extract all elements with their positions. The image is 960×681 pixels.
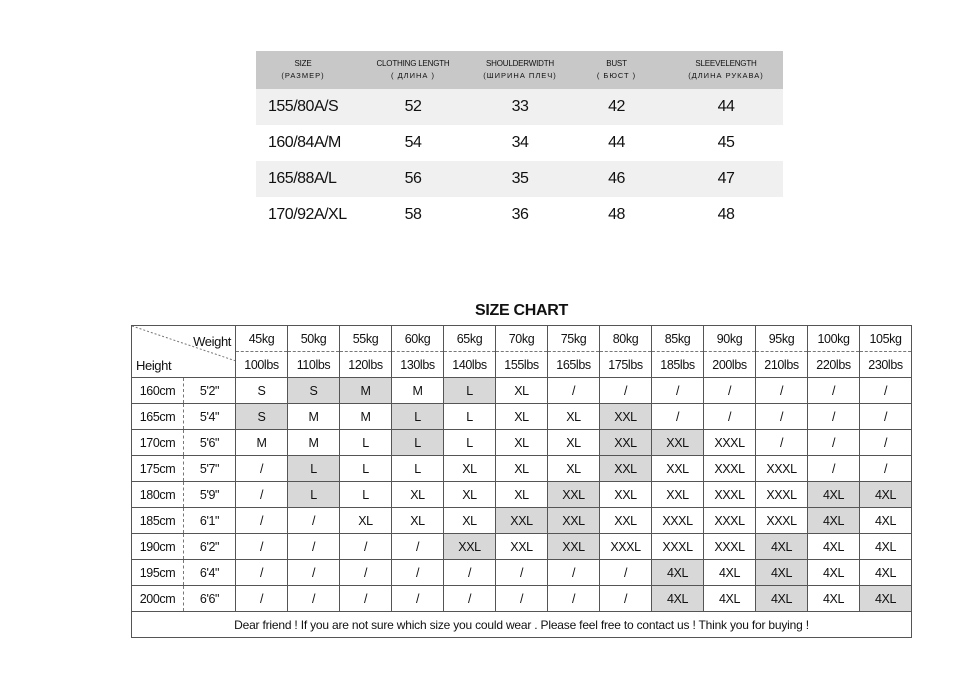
size-cell: XXXL xyxy=(704,482,756,508)
height-ft-cell: 5'9" xyxy=(184,482,236,508)
size-cell: M xyxy=(288,404,340,430)
size-cell: XXXL xyxy=(756,456,808,482)
size-cell: S xyxy=(236,404,288,430)
size-cell: 4XL xyxy=(808,560,860,586)
size-cell: / xyxy=(860,430,912,456)
size-cell: / xyxy=(392,534,444,560)
size-cell: 160/84A/M xyxy=(256,125,350,161)
measurement-row xyxy=(256,197,783,233)
size-cell: XXXL xyxy=(704,456,756,482)
measurement-row xyxy=(256,89,783,125)
size-cell: XXXL xyxy=(704,534,756,560)
height-cm-cell: 195cm xyxy=(132,560,184,586)
size-cell: / xyxy=(236,560,288,586)
height-cm-cell: 190cm xyxy=(132,534,184,560)
size-cell: / xyxy=(548,586,600,612)
size-cell: XL xyxy=(496,378,548,404)
header-clothing-length: CLOTHING LENGTH ( ДЛИНА ) xyxy=(350,51,476,89)
size-cell: L xyxy=(392,430,444,456)
height-ft-cell: 6'2" xyxy=(184,534,236,560)
size-cell: 4XL xyxy=(860,482,912,508)
weight-lbs-cell: 230lbs xyxy=(860,352,912,378)
weight-kg-cell: 60kg xyxy=(392,326,444,352)
weight-kg-cell: 55kg xyxy=(340,326,392,352)
size-cell: XL xyxy=(444,508,496,534)
size-cell: M xyxy=(288,430,340,456)
size-cell: / xyxy=(756,430,808,456)
header-sleeve-length: SLEEVELENGTH (ДЛИНА РУКАВА) xyxy=(669,51,783,89)
size-cell: XXXL xyxy=(704,508,756,534)
size-cell: / xyxy=(236,508,288,534)
size-cell: 4XL xyxy=(756,534,808,560)
weight-kg-cell: 45kg xyxy=(236,326,288,352)
size-cell: / xyxy=(288,508,340,534)
measurement-cell: 47 xyxy=(669,161,783,197)
size-cell: / xyxy=(496,560,548,586)
size-cell: / xyxy=(340,586,392,612)
size-cell: XXL xyxy=(548,508,600,534)
size-cell: XL xyxy=(496,482,548,508)
size-cell: XL xyxy=(444,456,496,482)
size-cell: / xyxy=(808,456,860,482)
weight-lbs-cell: 165lbs xyxy=(548,352,600,378)
measurement-cell: 33 xyxy=(476,89,564,125)
weight-lbs-cell: 140lbs xyxy=(444,352,496,378)
weight-kg-cell: 50kg xyxy=(288,326,340,352)
size-cell: XXL xyxy=(652,430,704,456)
size-cell: / xyxy=(652,378,704,404)
height-ft-cell: 5'4" xyxy=(184,404,236,430)
size-cell: / xyxy=(704,378,756,404)
measurement-cell: 58 xyxy=(350,197,476,233)
weight-kg-cell: 100kg xyxy=(808,326,860,352)
measurement-cell: 44 xyxy=(669,89,783,125)
height-ft-cell: 5'2" xyxy=(184,378,236,404)
size-cell: XXL xyxy=(600,482,652,508)
weight-height-corner xyxy=(132,326,236,378)
size-cell: / xyxy=(704,404,756,430)
height-row xyxy=(132,534,912,560)
weight-lbs-cell: 210lbs xyxy=(756,352,808,378)
size-cell: / xyxy=(860,378,912,404)
weight-kg-cell: 65kg xyxy=(444,326,496,352)
size-cell: L xyxy=(340,482,392,508)
size-cell: / xyxy=(808,378,860,404)
height-cm-cell: 175cm xyxy=(132,456,184,482)
height-cm-cell: 160cm xyxy=(132,378,184,404)
size-cell: L xyxy=(392,456,444,482)
size-cell: / xyxy=(860,456,912,482)
size-cell: / xyxy=(444,586,496,612)
weight-lbs-cell: 175lbs xyxy=(600,352,652,378)
size-cell: / xyxy=(236,534,288,560)
footer-row xyxy=(132,612,912,638)
weight-lbs-cell: 185lbs xyxy=(652,352,704,378)
measurement-cell: 46 xyxy=(564,161,669,197)
size-cell: M xyxy=(392,378,444,404)
size-cell: 4XL xyxy=(860,586,912,612)
size-cell: 4XL xyxy=(860,560,912,586)
size-cell: / xyxy=(392,586,444,612)
size-cell: XXXL xyxy=(704,430,756,456)
size-cell: XL xyxy=(496,456,548,482)
size-cell: XXXL xyxy=(600,534,652,560)
weight-kg-cell: 70kg xyxy=(496,326,548,352)
size-cell: XXL xyxy=(548,482,600,508)
size-cell: XL xyxy=(548,404,600,430)
size-cell: M xyxy=(236,430,288,456)
weight-lbs-cell: 130lbs xyxy=(392,352,444,378)
size-cell: S xyxy=(236,378,288,404)
size-cell: / xyxy=(808,404,860,430)
size-cell: S xyxy=(288,378,340,404)
measurement-cell: 35 xyxy=(476,161,564,197)
height-row xyxy=(132,560,912,586)
size-cell: 170/92A/XL xyxy=(256,197,350,233)
height-label: Height xyxy=(136,358,172,373)
measurement-row xyxy=(256,125,783,161)
size-cell: 4XL xyxy=(860,534,912,560)
measurement-cell: 45 xyxy=(669,125,783,161)
size-chart-title: SIZE CHART xyxy=(474,302,568,319)
size-cell: 4XL xyxy=(808,482,860,508)
weight-kg-cell: 75kg xyxy=(548,326,600,352)
header-bust: BUST ( БЮСТ ) xyxy=(564,51,669,89)
size-cell: 4XL xyxy=(808,534,860,560)
measurement-table xyxy=(256,51,783,233)
size-cell: XL xyxy=(548,456,600,482)
measurement-cell: 34 xyxy=(476,125,564,161)
size-cell: / xyxy=(600,560,652,586)
size-cell: XXL xyxy=(600,508,652,534)
height-row xyxy=(132,378,912,404)
size-cell: / xyxy=(652,404,704,430)
size-cell: 4XL xyxy=(860,508,912,534)
size-cell: L xyxy=(340,456,392,482)
measurement-cell: 56 xyxy=(350,161,476,197)
size-cell: / xyxy=(496,586,548,612)
weight-kg-cell: 95kg xyxy=(756,326,808,352)
weight-lbs-row xyxy=(132,352,912,378)
size-cell: / xyxy=(236,586,288,612)
size-cell: XL xyxy=(340,508,392,534)
size-cell: / xyxy=(236,482,288,508)
size-cell: / xyxy=(340,560,392,586)
height-row xyxy=(132,508,912,534)
header-shoulder-width: SHOULDERWIDTH (ШИРИНА ПЛЕЧ) xyxy=(476,51,564,89)
size-cell: XL xyxy=(496,404,548,430)
size-cell: XXL xyxy=(652,456,704,482)
size-cell: M xyxy=(340,378,392,404)
size-cell: M xyxy=(340,404,392,430)
size-cell: / xyxy=(392,560,444,586)
size-cell: 4XL xyxy=(756,560,808,586)
size-cell: / xyxy=(288,560,340,586)
measurement-header-row xyxy=(256,51,783,89)
size-cell: / xyxy=(756,378,808,404)
measurement-row xyxy=(256,161,783,197)
size-cell: XXXL xyxy=(652,534,704,560)
size-cell: XXL xyxy=(600,430,652,456)
size-cell: L xyxy=(444,430,496,456)
size-cell: XXL xyxy=(600,456,652,482)
weight-lbs-cell: 120lbs xyxy=(340,352,392,378)
height-row xyxy=(132,586,912,612)
height-row xyxy=(132,404,912,430)
size-cell: 4XL xyxy=(704,586,756,612)
size-cell: L xyxy=(288,482,340,508)
weight-label: Weight xyxy=(193,334,231,349)
size-cell: XL xyxy=(392,482,444,508)
size-cell: XL xyxy=(548,430,600,456)
height-row xyxy=(132,456,912,482)
size-cell: L xyxy=(340,430,392,456)
height-cm-cell: 180cm xyxy=(132,482,184,508)
size-cell: XXXL xyxy=(756,482,808,508)
size-cell: / xyxy=(756,404,808,430)
height-cm-cell: 165cm xyxy=(132,404,184,430)
size-cell: 165/88A/L xyxy=(256,161,350,197)
height-ft-cell: 5'6" xyxy=(184,430,236,456)
weight-kg-cell: 85kg xyxy=(652,326,704,352)
measurement-cell: 48 xyxy=(564,197,669,233)
height-row xyxy=(132,430,912,456)
size-cell: / xyxy=(548,560,600,586)
size-cell: XXL xyxy=(496,534,548,560)
weight-lbs-cell: 220lbs xyxy=(808,352,860,378)
measurement-cell: 44 xyxy=(564,125,669,161)
height-ft-cell: 6'4" xyxy=(184,560,236,586)
size-cell: 4XL xyxy=(704,560,756,586)
size-chart-table xyxy=(131,325,912,638)
size-cell: / xyxy=(444,560,496,586)
size-cell: XXXL xyxy=(652,508,704,534)
size-cell: XXL xyxy=(496,508,548,534)
size-cell: 4XL xyxy=(652,586,704,612)
measurement-cell: 36 xyxy=(476,197,564,233)
size-cell: / xyxy=(860,404,912,430)
height-row xyxy=(132,482,912,508)
size-cell: / xyxy=(808,430,860,456)
size-cell: / xyxy=(548,378,600,404)
size-cell: / xyxy=(340,534,392,560)
measurement-cell: 42 xyxy=(564,89,669,125)
height-ft-cell: 6'6" xyxy=(184,586,236,612)
height-ft-cell: 5'7" xyxy=(184,456,236,482)
weight-lbs-cell: 110lbs xyxy=(288,352,340,378)
weight-lbs-cell: 155lbs xyxy=(496,352,548,378)
size-cell: / xyxy=(600,378,652,404)
height-cm-cell: 185cm xyxy=(132,508,184,534)
size-cell: XL xyxy=(444,482,496,508)
size-cell: 4XL xyxy=(808,586,860,612)
size-cell: 4XL xyxy=(756,586,808,612)
weight-kg-cell: 90kg xyxy=(704,326,756,352)
size-cell: XXL xyxy=(548,534,600,560)
size-cell: L xyxy=(444,378,496,404)
size-cell: XXL xyxy=(600,404,652,430)
measurement-cell: 52 xyxy=(350,89,476,125)
size-cell: / xyxy=(288,534,340,560)
measurement-cell: 54 xyxy=(350,125,476,161)
size-cell: 155/80A/S xyxy=(256,89,350,125)
size-cell: / xyxy=(288,586,340,612)
size-cell: L xyxy=(444,404,496,430)
size-cell: XL xyxy=(496,430,548,456)
weight-lbs-cell: 200lbs xyxy=(704,352,756,378)
size-cell: L xyxy=(392,404,444,430)
footer-note: Dear friend ! If you are not sure which size you could wear . Please feel free to contact us ! Think you for buying ! xyxy=(132,612,912,638)
height-cm-cell: 170cm xyxy=(132,430,184,456)
weight-kg-cell: 80kg xyxy=(600,326,652,352)
size-cell: XXXL xyxy=(756,508,808,534)
header-size: SIZE (РАЗМЕР) xyxy=(256,51,350,89)
size-cell: XXL xyxy=(444,534,496,560)
size-cell: XL xyxy=(392,508,444,534)
height-cm-cell: 200cm xyxy=(132,586,184,612)
size-cell: / xyxy=(600,586,652,612)
size-cell: 4XL xyxy=(808,508,860,534)
weight-lbs-cell: 100lbs xyxy=(236,352,288,378)
size-cell: L xyxy=(288,456,340,482)
size-cell: / xyxy=(236,456,288,482)
weight-kg-row xyxy=(132,326,912,352)
size-cell: 4XL xyxy=(652,560,704,586)
height-ft-cell: 6'1" xyxy=(184,508,236,534)
measurement-cell: 48 xyxy=(669,197,783,233)
size-cell: XXL xyxy=(652,482,704,508)
weight-kg-cell: 105kg xyxy=(860,326,912,352)
